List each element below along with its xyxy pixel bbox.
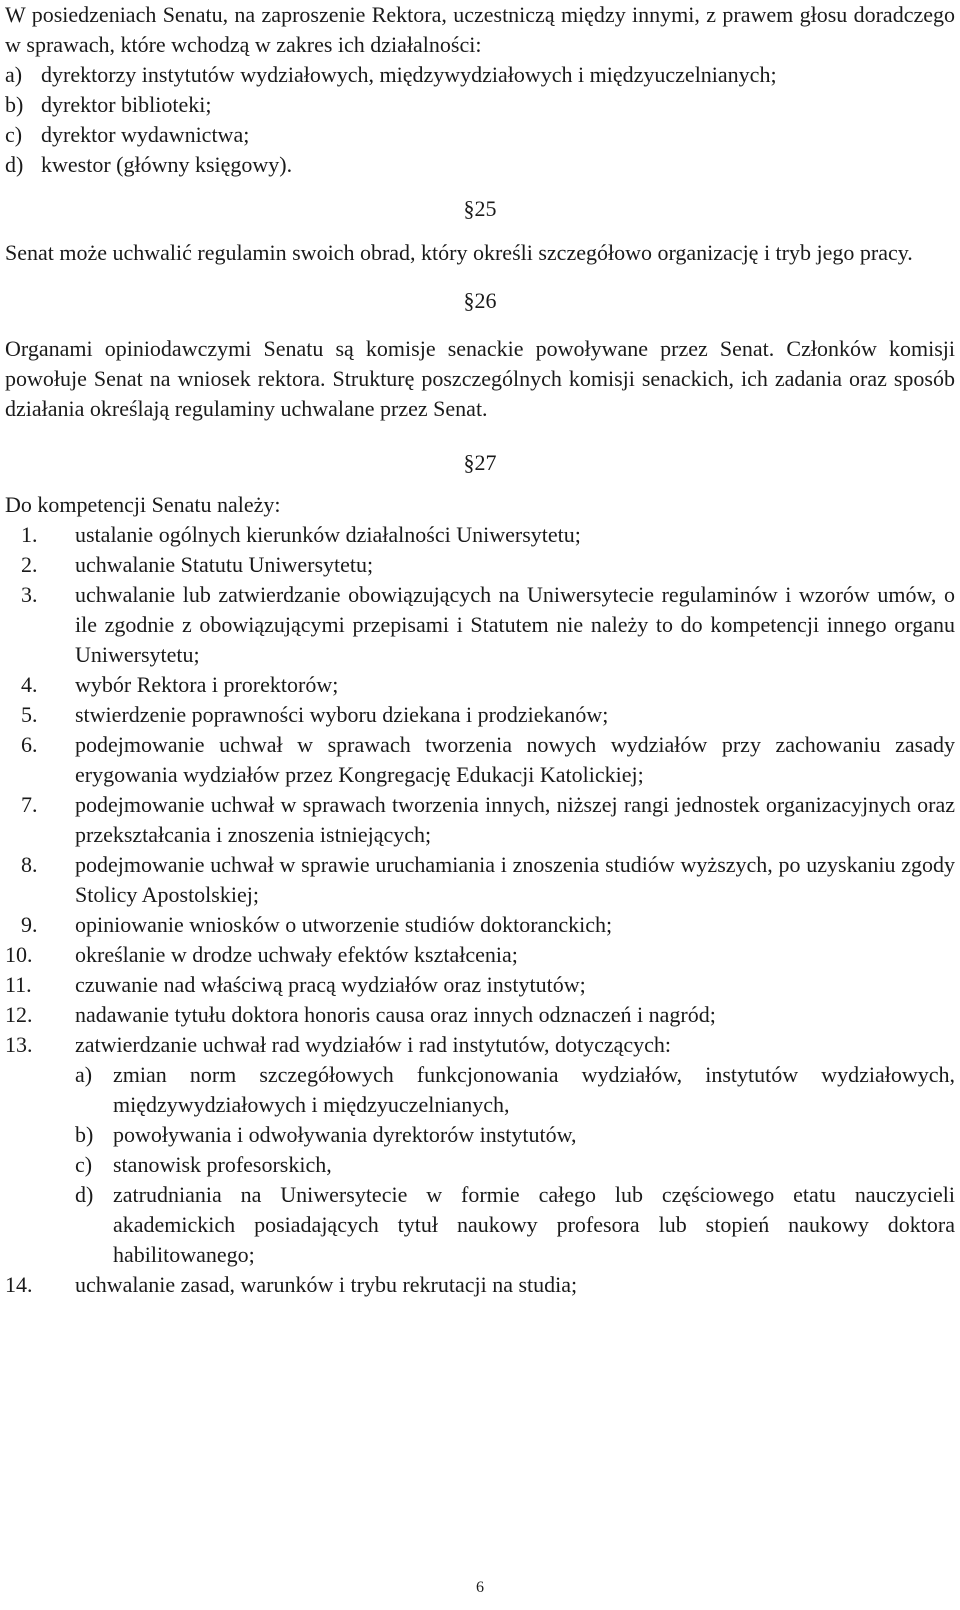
intro-item-text: dyrektorzy instytutów wydziałowych, międzywydziałowych i międzyuczelnianych; <box>41 62 777 87</box>
list-item-number: 6. <box>21 732 38 757</box>
intro-paragraph: W posiedzeniach Senatu, na zaproszenie Rektora, uczestniczą między innymi, z prawem głosu doradczego w sprawach, które wchodzą w zakres ich działalności: <box>5 2 955 57</box>
list-item-text: uchwalanie zasad, warunków i trybu rekrutacji na studia; <box>75 1272 578 1297</box>
list-item <box>5 910 955 940</box>
list-item <box>5 1000 955 1030</box>
list-item-text: nadawanie tytułu doktora honoris causa oraz innych odznaczeń i nagród; <box>75 1002 716 1027</box>
list-item <box>5 730 955 790</box>
list-item-number: 2. <box>21 552 38 577</box>
list-item-number: 10. <box>5 942 33 967</box>
intro-item <box>5 60 955 90</box>
list-item <box>5 1030 955 1270</box>
section-heading-text: §27 <box>463 450 497 475</box>
intro-item <box>5 120 955 150</box>
list-item-number: 3. <box>21 582 38 607</box>
section-26-heading <box>5 286 955 316</box>
sub-item-label: a) <box>75 1062 93 1087</box>
list-item <box>5 700 955 730</box>
list-item-number: 8. <box>21 852 38 877</box>
document-page <box>5 0 955 1300</box>
list-item-text: czuwanie nad właściwą pracą wydziałów oraz instytutów; <box>75 972 586 997</box>
list-item-number: 7. <box>21 792 38 817</box>
list-item-text: określanie w drodze uchwały efektów kształcenia; <box>75 942 518 967</box>
list-item-text: ustalanie ogólnych kierunków działalności Uniwersytetu; <box>75 522 581 547</box>
intro-item-text: dyrektor wydawnictwa; <box>41 122 250 147</box>
list-item-text: podejmowanie uchwał w sprawach tworzenia innych, niższej rangi jednostek organizacyjnych oraz przekształcania i znoszenia istniejących; <box>75 792 955 847</box>
sub-item-text: stanowisk profesorskich, <box>113 1152 332 1177</box>
list-item-body <box>75 1030 955 1270</box>
section-25-heading <box>5 194 955 224</box>
list-item <box>5 520 955 550</box>
list-item-number: 13. <box>5 1032 33 1057</box>
list-item <box>5 550 955 580</box>
sub-item <box>75 1180 955 1270</box>
intro-item-label: a) <box>5 62 23 87</box>
list-item <box>5 1270 955 1300</box>
list-item <box>5 940 955 970</box>
section-27-heading <box>5 448 955 478</box>
sub-item-text: zmian norm szczegółowych funkcjonowania wydziałów, instytutów wydziałowych, międzywydziałowych i międzyuczelnianych, <box>113 1062 955 1117</box>
list-item-number: 12. <box>5 1002 33 1027</box>
page-number: 6 <box>476 1579 484 1596</box>
list-item-number: 14. <box>5 1272 33 1297</box>
intro-item-label: d) <box>5 152 24 177</box>
section-26-paragraph: Organami opiniodawczymi Senatu są komisje senackie powoływane przez Senat. Członków komisji powołuje Senat na wniosek rektora. Strukturę poszczególnych komisji senackich, ich zadania oraz sposób działania określają regulaminy uchwalane przez Senat. <box>5 336 955 421</box>
sub-item <box>75 1120 955 1150</box>
list-item-number: 5. <box>21 702 38 727</box>
list-item-number: 9. <box>21 912 38 937</box>
list-item <box>5 790 955 850</box>
list-item <box>5 670 955 700</box>
list-item-number: 1. <box>21 522 38 547</box>
list-item-text: podejmowanie uchwał w sprawie uruchamiania i znoszenia studiów wyższych, po uzyskaniu zgody Stolicy Apostolskiej; <box>75 852 955 907</box>
intro-item-text: dyrektor biblioteki; <box>41 92 212 117</box>
section-27-lead: Do kompetencji Senatu należy: <box>5 492 281 517</box>
intro-item-text: kwestor (główny księgowy). <box>41 152 293 177</box>
intro-item-label: b) <box>5 92 24 117</box>
section-heading-text: §25 <box>463 196 497 221</box>
intro-item <box>5 150 955 180</box>
intro-list <box>5 60 955 180</box>
sub-item-label: b) <box>75 1122 94 1147</box>
section-heading-text: §26 <box>463 288 497 313</box>
competence-list <box>5 520 955 1300</box>
sub-item <box>75 1060 955 1120</box>
list-item <box>5 970 955 1000</box>
list-item <box>5 580 955 670</box>
list-item-number: 11. <box>5 972 32 997</box>
section-25-paragraph: Senat może uchwalić regulamin swoich obrad, który określi szczegółowo organizację i tryb jego pracy. <box>5 240 913 265</box>
list-item <box>5 850 955 910</box>
list-item-text: opiniowanie wniosków o utworzenie studiów doktoranckich; <box>75 912 613 937</box>
list-item-number: 4. <box>21 672 38 697</box>
list-item-text: stwierdzenie poprawności wyboru dziekana i prodziekanów; <box>75 702 609 727</box>
list-item-text: podejmowanie uchwał w sprawach tworzenia nowych wydziałów przy zachowaniu zasady erygowania wydziałów przez Kongregację Edukacji Katolickiej; <box>75 732 955 787</box>
list-item-text: wybór Rektora i prorektorów; <box>75 672 339 697</box>
sub-item-text: powoływania i odwoływania dyrektorów instytutów, <box>113 1122 577 1147</box>
sub-item <box>75 1150 955 1180</box>
intro-item-label: c) <box>5 122 23 147</box>
list-item-text: uchwalanie Statutu Uniwersytetu; <box>75 552 374 577</box>
list-item-text: zatwierdzanie uchwał rad wydziałów i rad instytutów, dotyczących: <box>75 1032 672 1057</box>
sub-item-label: d) <box>75 1182 94 1207</box>
sub-item-label: c) <box>75 1152 93 1177</box>
intro-item <box>5 90 955 120</box>
list-item-text: uchwalanie lub zatwierdzanie obowiązujących na Uniwersytecie regulaminów i wzorów umów, o ile zgodnie z obowiązującymi przepisami i Statutem nie należy to do kompetencji innego organu Uniwersytetu; <box>75 582 955 667</box>
sub-item-text: zatrudniania na Uniwersytecie w formie całego lub częściowego etatu nauczycieli akademickich posiadających tytuł naukowy profesora lub stopień naukowy doktora habilitowanego; <box>113 1182 955 1267</box>
